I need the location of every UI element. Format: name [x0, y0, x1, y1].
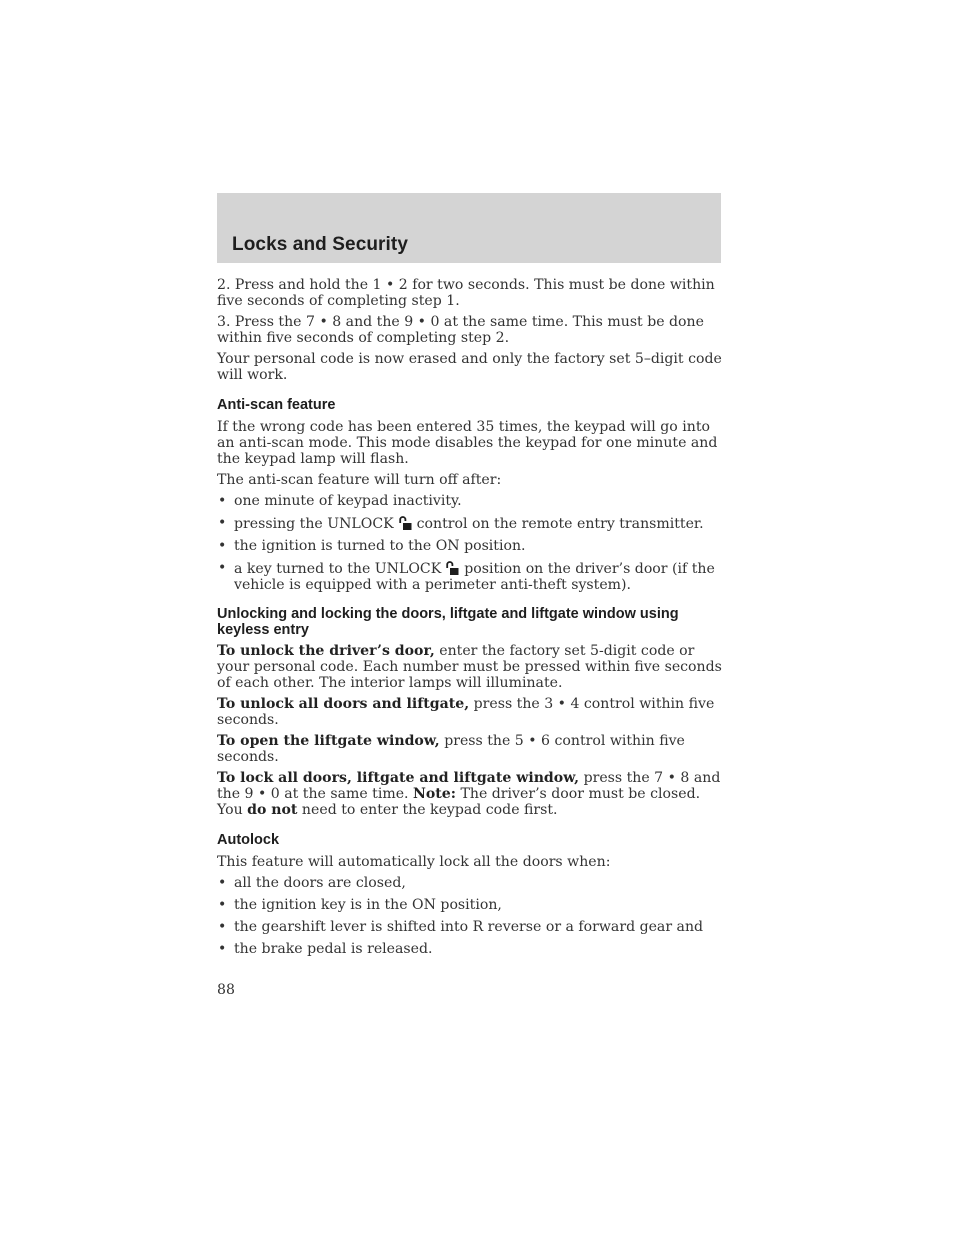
- unlock-all-doors-paragraph: [217, 696, 723, 728]
- list-item-text: the brake pedal is released.: [234, 941, 433, 957]
- list-item-text: the gearshift lever is shifted into R reverse or a forward gear and: [234, 919, 704, 935]
- section-title: Locks and Security: [232, 234, 409, 255]
- anti-scan-heading: Anti-scan feature: [217, 397, 336, 413]
- page-number: 88: [217, 982, 235, 998]
- bullet-icon: •: [218, 875, 227, 891]
- autolock-list: [217, 875, 723, 957]
- list-item: [217, 538, 723, 554]
- bullet-icon: •: [218, 897, 227, 913]
- lock-all-doors-text: press the 7 • 8 and the 9 • 0 at the same time.: [217, 770, 721, 802]
- autolock-heading: Autolock: [217, 832, 280, 848]
- list-item-text: control on the remote entry transmitter.: [416, 516, 704, 532]
- list-item: [217, 515, 723, 532]
- keyless-entry-heading: Unlocking and locking the doors, liftgate and liftgate window using keyless entry: [217, 606, 679, 638]
- list-item-text: one minute of keypad inactivity.: [234, 493, 462, 509]
- section-header: [217, 193, 721, 263]
- unlock-driver-door-paragraph: [217, 643, 723, 691]
- list-item: [217, 941, 723, 957]
- anti-scan-turnoff-intro: The anti-scan feature will turn off after:: [217, 472, 502, 488]
- code-erased-paragraph: Your personal code is now erased and only the factory set 5–digit code will work.: [217, 351, 722, 383]
- open-liftgate-window-label: To open the liftgate window,: [217, 733, 440, 749]
- unlock-icon: [444, 560, 460, 576]
- bullet-icon: •: [218, 493, 227, 509]
- list-item-text: the ignition is turned to the ON position.: [234, 538, 526, 554]
- list-item: [217, 560, 723, 593]
- anti-scan-list: [217, 493, 723, 593]
- list-item: [217, 897, 723, 913]
- bullet-icon: •: [218, 515, 227, 531]
- autolock-intro: This feature will automatically lock all the doors when:: [217, 854, 611, 870]
- bullet-icon: •: [218, 560, 227, 576]
- list-item: [217, 919, 723, 935]
- unlock-all-doors-text: press the 3 • 4 control within five seconds.: [217, 696, 715, 728]
- bullet-icon: •: [218, 941, 227, 957]
- do-not-emphasis: do not: [247, 802, 298, 818]
- bullet-icon: •: [218, 538, 227, 554]
- unlock-driver-door-text: enter the factory set 5-digit code or your personal code. Each number must be pressed within five seconds of each other. The interior lamps will illuminate.: [217, 643, 722, 691]
- list-item: [217, 875, 723, 891]
- list-item-text: the ignition key is in the ON position,: [234, 897, 502, 913]
- open-liftgate-window-text: press the 5 • 6 control within five seconds.: [217, 733, 685, 765]
- anti-scan-description: If the wrong code has been entered 35 times, the keypad will go into an anti-scan mode. This mode disables the keypad for one minute and the keypad lamp will flash.: [217, 419, 718, 467]
- page-content: [217, 277, 723, 963]
- note-end-text: need to enter the keypad code first.: [297, 802, 558, 818]
- note-label: Note:: [413, 786, 456, 802]
- list-item-text: a key turned to the UNLOCK: [234, 561, 442, 577]
- bullet-icon: •: [218, 919, 227, 935]
- unlock-icon: [397, 515, 413, 531]
- list-item: [217, 493, 723, 509]
- note-text: The driver’s door must be closed. You: [217, 786, 701, 818]
- step-2-paragraph: 2. Press and hold the 1 • 2 for two seconds. This must be done within five seconds of completing step 1.: [217, 277, 715, 309]
- unlock-driver-door-label: To unlock the driver’s door,: [217, 643, 435, 659]
- list-item-text: position on the driver’s door (if the vehicle is equipped with a perimeter anti-theft system).: [234, 561, 715, 593]
- open-liftgate-window-paragraph: [217, 733, 723, 765]
- list-item-text: all the doors are closed,: [234, 875, 406, 891]
- lock-all-doors-label: To lock all doors, liftgate and liftgate window,: [217, 770, 580, 786]
- list-item-text: pressing the UNLOCK: [234, 516, 394, 532]
- lock-all-doors-paragraph: [217, 770, 723, 818]
- unlock-all-doors-label: To unlock all doors and liftgate,: [217, 696, 470, 712]
- step-3-paragraph: 3. Press the 7 • 8 and the 9 • 0 at the same time. This must be done within five seconds of completing step 2.: [217, 314, 704, 346]
